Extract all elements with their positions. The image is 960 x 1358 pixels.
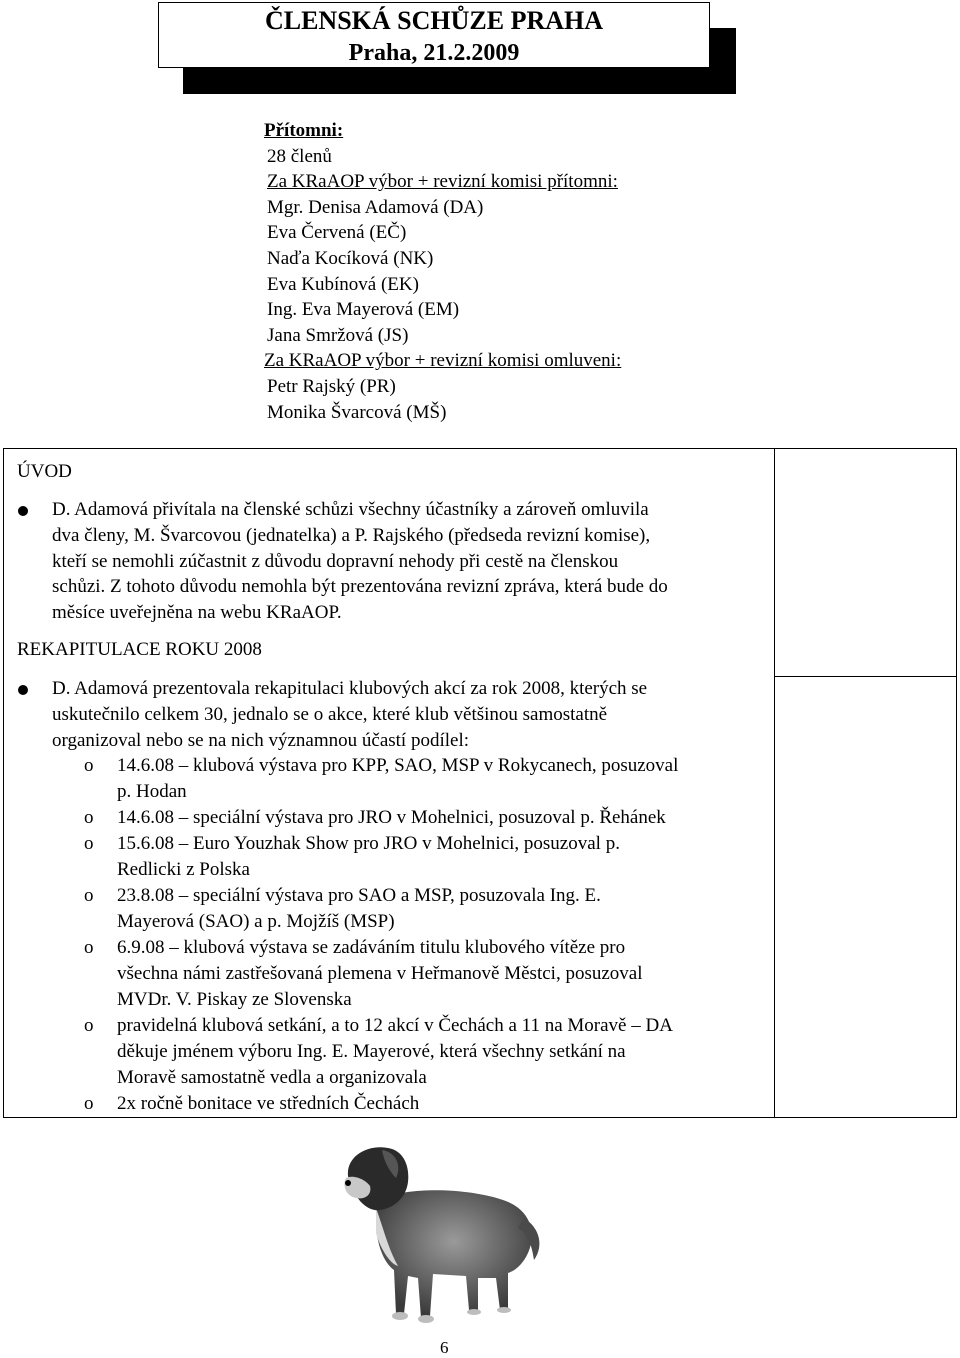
- item-line: 14.6.08 – klubová výstava pro KPP, SAO, MSP v Rokycanech, posuzoval: [117, 755, 679, 776]
- recap-title: REKAPITULACE ROKU 2008: [17, 639, 262, 660]
- minutes-table: [3, 448, 775, 1118]
- item-line: všechna námi zastřešovaná plemena v Heřmanově Městci, posuzoval: [117, 963, 643, 984]
- item-marker: o: [84, 937, 94, 958]
- item-line: děkuje jménem výboru Ing. E. Mayerové, která všechny setkání na: [117, 1041, 626, 1062]
- header-box: [158, 2, 710, 68]
- intro-paragraph: [52, 497, 767, 626]
- item-line: 23.8.08 – speciální výstava pro SAO a MSP, posuzovala Ing. E.: [117, 885, 601, 906]
- present-member: Eva Červená (EČ): [267, 222, 407, 244]
- notes-column: [774, 448, 957, 1118]
- present-heading: Za KRaAOP výbor + revizní komisi přítomni:: [267, 171, 618, 193]
- item-marker: o: [84, 1093, 94, 1114]
- item-line: Redlicki z Polska: [117, 859, 250, 880]
- dog-body: [376, 1190, 532, 1318]
- item-line: 6.9.08 – klubová výstava se zadáváním titulu klubového vítěze pro: [117, 937, 626, 958]
- dog-paw: [497, 1307, 511, 1313]
- intro-line: kteří se nemohli zúčastnit z důvodu dopravní nehody při cestě na členskou: [52, 550, 619, 572]
- page-number: 6: [440, 1338, 449, 1357]
- item-line: p. Hodan: [117, 781, 187, 802]
- intro-bullet: [18, 506, 28, 516]
- recap-paragraph: [52, 676, 767, 753]
- item-line: Mayerová (SAO) a p. Mojžíš (MSP): [117, 911, 395, 932]
- present-member: Eva Kubínová (EK): [267, 273, 419, 295]
- present-member: Mgr. Denisa Adamová (DA): [267, 196, 484, 218]
- present-member: Naďa Kocíková (NK): [267, 247, 434, 269]
- attendance-count: 28 členů: [267, 145, 332, 167]
- recap-line: D. Adamová prezentovala rekapitulaci klubových akcí za rok 2008, kterých se: [52, 678, 648, 699]
- attendance-heading: Přítomni:: [264, 120, 344, 141]
- intro-line: schůzi. Z tohoto důvodu nemohla být prezentována revizní zpráva, která bude do: [52, 576, 668, 598]
- dog-paw: [418, 1315, 434, 1323]
- intro-line: D. Adamová přivítala na členské schůzi všechny účastníky a zároveň omluvila: [52, 499, 649, 520]
- present-member: Jana Smržová (JS): [267, 324, 409, 346]
- recap-bullet: [18, 685, 28, 695]
- item-marker: o: [84, 833, 94, 854]
- item-line: 15.6.08 – Euro Youzhak Show pro JRO v Mohelnici, posuzoval p.: [117, 833, 620, 854]
- item-marker: o: [84, 885, 94, 906]
- notes-divider: [774, 676, 956, 677]
- present-member: Ing. Eva Mayerová (EM): [267, 299, 460, 321]
- intro-title: ÚVOD: [17, 461, 72, 482]
- intro-line: dva členy, M. Švarcovou (jednatelka) a P. Rajského (předseda revizní komise),: [52, 524, 651, 546]
- item-line: 2x ročně bonitace ve středních Čechách: [117, 1093, 420, 1114]
- dog-paw: [392, 1312, 408, 1320]
- item-line: MVDr. V. Piskay ze Slovenska: [117, 989, 352, 1010]
- recap-line: uskutečnilo celkem 30, jednalo se o akce, které klub většinou samostatně: [52, 703, 608, 725]
- dog-paw: [467, 1309, 481, 1315]
- item-marker: o: [84, 1015, 94, 1036]
- intro-line: měsíce uveřejněna na webu KRaAOP.: [52, 602, 342, 624]
- excused-member: Monika Švarcová (MŠ): [267, 401, 447, 423]
- document-date: Praha, 21.2.2009: [348, 40, 520, 66]
- recap-line: organizoval nebo se na nich významnou účastí podílel:: [52, 729, 470, 751]
- item-marker: o: [84, 755, 94, 776]
- item-line: pravidelná klubová setkání, a to 12 akcí v Čechách a 11 na Moravě – DA: [117, 1015, 673, 1036]
- excused-member: Petr Rajský (PR): [267, 375, 396, 397]
- document-title: ČLENSKÁ SCHŮZE PRAHA: [264, 6, 604, 35]
- item-line: Moravě samostatně vedla a organizovala: [117, 1067, 427, 1088]
- dog-nose: [345, 1180, 351, 1186]
- item-marker: o: [84, 807, 94, 828]
- item-line: 14.6.08 – speciální výstava pro JRO v Mohelnici, posuzoval p. Řehánek: [117, 807, 666, 828]
- dog-illustration: [338, 1138, 548, 1328]
- attendance-section: [264, 118, 621, 425]
- excused-heading: Za KRaAOP výbor + revizní komisi omluveni:: [264, 350, 622, 372]
